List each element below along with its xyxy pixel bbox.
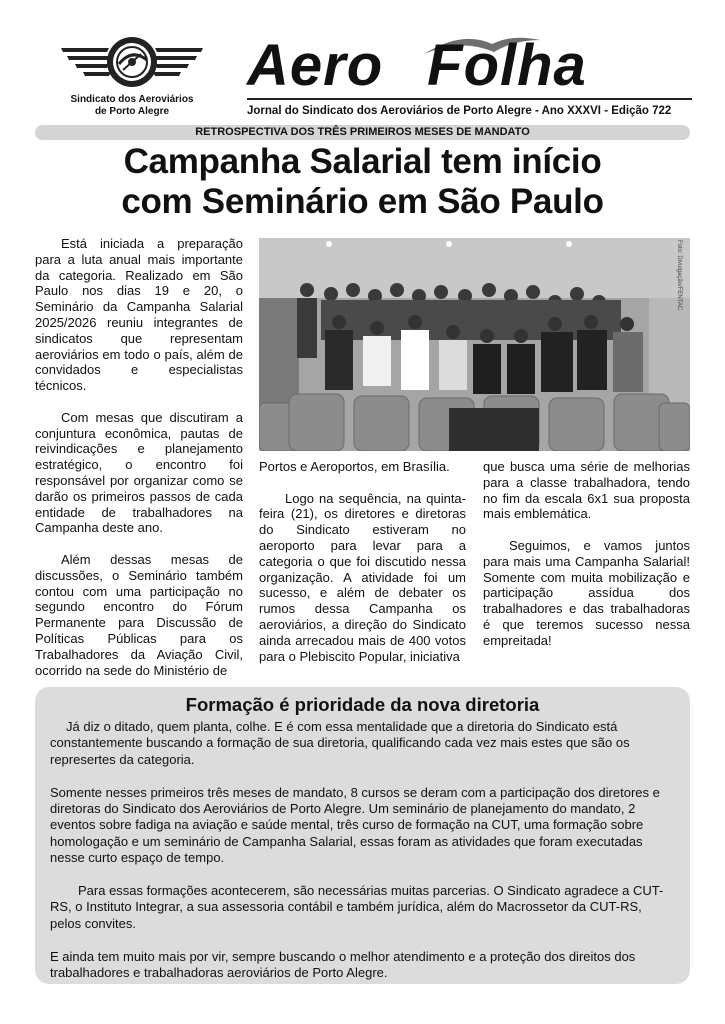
article-paragraph: Logo na sequência, na quinta-feira (21), os diretores e diretoras do Sindicato estiveram no aeroporto para levar para a categoria o que foi discutido nessa organização. A atividade foi um sucesso, e além de debater os rumos dessa Campanha os aeroviários, a direção do Sindicato ainda arrecadou mais de 400 votos para o Plebiscito Popular, iniciativa (259, 490, 466, 664)
article-paragraph: Está iniciada a preparação para a luta anual mais importante da categoria. Realizado em São Paulo nos dias 19 e 20, o Seminário da Campanha Salarial 2025/2026 reuniu integrantes de sindicatos que representam aeroviários em todo o país, além de convidados e especialistas técnicos. (35, 236, 243, 394)
article-column-3 (483, 459, 690, 649)
photo-credit: Foto: Divulgação/FENTAC (676, 240, 682, 311)
article-column-1 (35, 236, 243, 678)
section-banner: RETROSPECTIVA DOS TRÊS PRIMEIROS MESES DE MANDATO (35, 125, 690, 140)
title-word-folha: Folha (427, 33, 587, 98)
union-name-line1: Sindicato dos Aeroviários (70, 94, 194, 105)
masthead-subtitle: Jornal do Sindicato dos Aeroviários de Porto Alegre - Ano XXXVI - Edição 722 (247, 105, 672, 117)
box-paragraph: Somente nesses primeiros três meses de mandato, 8 cursos se deram com a participação dos diretores e diretoras do Sindicato dos Aeroviários de Porto Alegre. Um seminário de planejamento do mandato, 2 eventos sobre fadiga na aviação e saúde mental, três curso de formação na CUT, uma formação sobre homologação e um seminário de Campanha Salarial, essas foram as atividades que foram executadas nesse curto espaço de tempo. (50, 784, 660, 866)
newspaper-title (247, 33, 587, 98)
box-title: Formação é prioridade da nova diretoria (185, 694, 540, 715)
box-text (50, 719, 676, 981)
masthead-rule (247, 98, 692, 100)
headline-line1: Campanha Salarial tem início (123, 142, 602, 181)
union-logo (52, 34, 212, 118)
article-paragraph: Seguimos, e vamos juntos para mais uma Campanha Salarial! Somente com muita mobilização e participação assídua dos trabalhadores e das trabalhadoras é que teremos sucesso nessa empreitada! (483, 537, 690, 648)
masthead (247, 28, 697, 118)
article-paragraph: Portos e Aeroportos, em Brasília. (259, 459, 450, 474)
formation-box (35, 687, 690, 984)
box-paragraph: Para essas formações acontecerem, são necessárias muitas parcerias. O Sindicato agradece a CUT-RS, o Instituto Integrar, a sua assessoria contábil e também jurídica, além do Macrossetor da CUT-RS, pelos convites. (50, 883, 664, 931)
article-column-2 (259, 459, 466, 664)
box-paragraph: Já diz o ditado, quem planta, colhe. E é com essa mentalidade que a diretoria do Sindicato está constantemente buscando a formação de sua diretoria, qualificando cada vez mais estes que são os represertes da categoria. (50, 719, 630, 767)
article-paragraph: Além dessas mesas de discussões, o Seminário também contou com uma participação no segundo encontro do Fórum Permanente para Discussão de Políticas Públicas para os Trabalhadores da Aviação Civil, ocorrido na sede do Ministério de (35, 551, 243, 678)
headline-line2: com Seminário em São Paulo (121, 182, 604, 221)
union-name-line2: de Porto Alegre (94, 106, 170, 117)
article-paragraph: que busca uma série de melhorias para a classe trabalhadora, tendo no fim da escala 6x1 sua proposta mais emblemática. (483, 459, 690, 522)
article-paragraph: Com mesas que discutiram a conjuntura econômica, pautas de reivindicações e planejamento estratégico, o encontro foi responsável por organizar como se darão os primeiros passos de cada entidade de trabalhadores na Campanha deste ano. (35, 409, 243, 536)
headline (35, 142, 690, 222)
title-word-aero: Aero (247, 33, 384, 98)
group-photo (259, 238, 690, 451)
box-paragraph: E ainda tem muito mais por vir, sempre buscando o melhor atendimento e a proteção dos direitos dos trabalhadores e trabalhadoras aeroviários de Porto Alegre. (50, 948, 636, 981)
winged-gear-emblem-icon (57, 34, 207, 90)
